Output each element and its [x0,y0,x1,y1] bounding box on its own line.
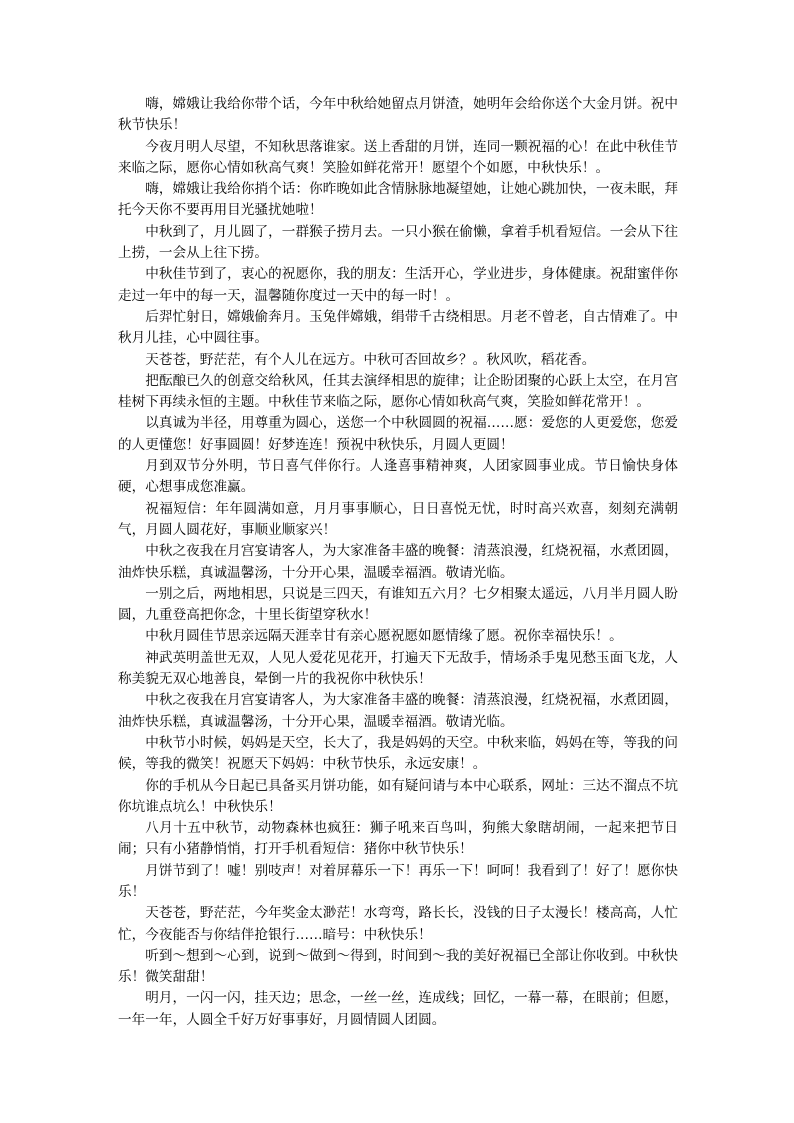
greeting-paragraph: 中秋节小时候，妈妈是天空，长大了，我是妈妈的天空。中秋来临，妈妈在等，等我的问候，等我的微笑！祝愿天下妈妈：中秋节快乐，永远安康！。 [118,734,678,773]
greeting-paragraph: 祝福短信：年年圆满如意，月月事事顺心，日日喜悦无忧，时时高兴欢喜，刻刻充满朝气，月圆人圆花好，事顺业顺家兴！ [118,500,678,538]
greeting-paragraph: 天苍苍，野茫茫，今年奖金太渺茫！水弯弯，路长长，没钱的日子太漫长！楼高高，人忙忙，今夜能否与你结伴抢银行……暗号：中秋快乐！ [118,905,678,943]
greeting-paragraph: 天苍苍，野茫茫，有个人儿在远方。中秋可否回故乡？。秋风吹，稻花香。 [145,351,596,368]
greeting-paragraph: 后羿忙射日，嫦娥偷奔月。玉兔伴嫦娥，绢带千古绕相思。月老不曾老，自古情难了。中秋月儿挂，心中圆往事。 [118,308,678,347]
greeting-paragraph: 中秋到了，月儿圆了，一群猴子捞月去。一只小猴在偷懒，拿着手机看短信。一会从下往上捞，一会从上往下捞。 [118,223,678,262]
greeting-paragraph: 中秋之夜我在月宫宴请客人，为大家准备丰盛的晚餐：清蒸浪漫，红烧祝福，水煮团圆，油炸快乐糕，真诚温馨汤，十分开心果，温暖幸福酒。敬请光临。 [118,543,678,581]
greeting-paragraph: 明月，一闪一闪，挂天边；思念，一丝一丝，连成线；回忆，一幕一幕，在眼前；但愿，一年一年，人圆全千好万好事事好，月圆情圆人团圆。 [118,990,678,1028]
document-page [118,94,678,1031]
greeting-paragraph: 一别之后，两地相思，只说是三四天，有谁知五六月？七夕相聚太遥远，八月半月圆人盼圆，九重登高把你念，十里长街望穿秋水！ [118,585,678,624]
greeting-paragraph: 中秋之夜我在月宫宴请客人，为大家准备丰盛的晚餐：清蒸浪漫，红烧祝福，水煮团圆，油炸快乐糕，真诚温馨汤，十分开心果，温暖幸福酒。敬请光临。 [118,692,678,730]
greeting-paragraph: 中秋佳节到了，衷心的祝愿你，我的朋友：生活开心，学业进步，身体健康。祝甜蜜伴你走过一年中的每一天，温馨随你度过一天中的每一时！。 [118,266,678,304]
greeting-paragraph: 你的手机从今日起已具备买月饼功能，如有疑问请与本中心联系，网址：三达不溜点不坑你坑谁点坑么！中秋快乐！ [118,777,678,815]
greeting-paragraph: 嗨，嫦娥让我给你带个话，今年中秋给她留点月饼渣，她明年会给你送个大金月饼。祝中秋节快乐！ [118,96,678,134]
greeting-paragraph: 以真诚为半径，用尊重为圆心，送您一个中秋圆圆的祝福……愿：爱您的人更爱您，您爱的人更懂您！好事圆圆！好梦连连！预祝中秋快乐，月圆人更圆！ [118,415,678,453]
greeting-paragraph: 月到双节分外明，节日喜气伴你行。人逢喜事精神爽，人团家圆事业成。节日愉快身体硬，心想事成您准赢。 [118,458,678,496]
greeting-paragraph: 月饼节到了！嘘！别吱声！对着屏幕乐一下！再乐一下！呵呵！我看到了！好了！愿你快乐！ [118,862,678,900]
greeting-paragraph: 听到～想到～心到，说到～做到～得到，时间到～我的美好祝福已全部让你收到。中秋快乐！微笑甜甜！ [118,947,678,986]
greeting-paragraph: 今夜月明人尽望，不知秋思落谁家。送上香甜的月饼，连同一颗祝福的心！在此中秋佳节来临之际，愿你心情如秋高气爽！笑脸如鲜花常开！愿望个个如愿，中秋快乐！。 [118,138,678,176]
greeting-paragraph: 八月十五中秋节，动物森林也疯狂：狮子吼来百鸟叫，狗熊大象瞎胡闹，一起来把节日闹；只有小猪静悄悄，打开手机看短信：猪你中秋节快乐！ [118,820,678,858]
greeting-paragraph: 中秋月圆佳节思亲远隔天涯幸甘有亲心愿祝愿如愿情缘了愿。祝你幸福快乐！。 [145,628,623,645]
greeting-paragraph: 把酝酿已久的创意交给秋风，任其去演绎相思的旋律；让企盼团聚的心跃上太空，在月宫桂树下再续永恒的主题。中秋佳节来临之际，愿你心情如秋高气爽，笑脸如鲜花常开！。 [118,372,678,411]
greeting-paragraph: 神武英明盖世无双，人见人爱花见花开，打遍天下无敌手，情场杀手鬼见愁玉面飞龙，人称美貌无双心地善良，晕倒一片的我祝你中秋快乐！ [118,649,678,688]
greeting-paragraph: 嗨，嫦娥让我给你捎个话：你昨晚如此含情脉脉地凝望她，让她心跳加快，一夜未眠，拜托今天你不要再用目光骚扰她啦！ [118,181,678,219]
